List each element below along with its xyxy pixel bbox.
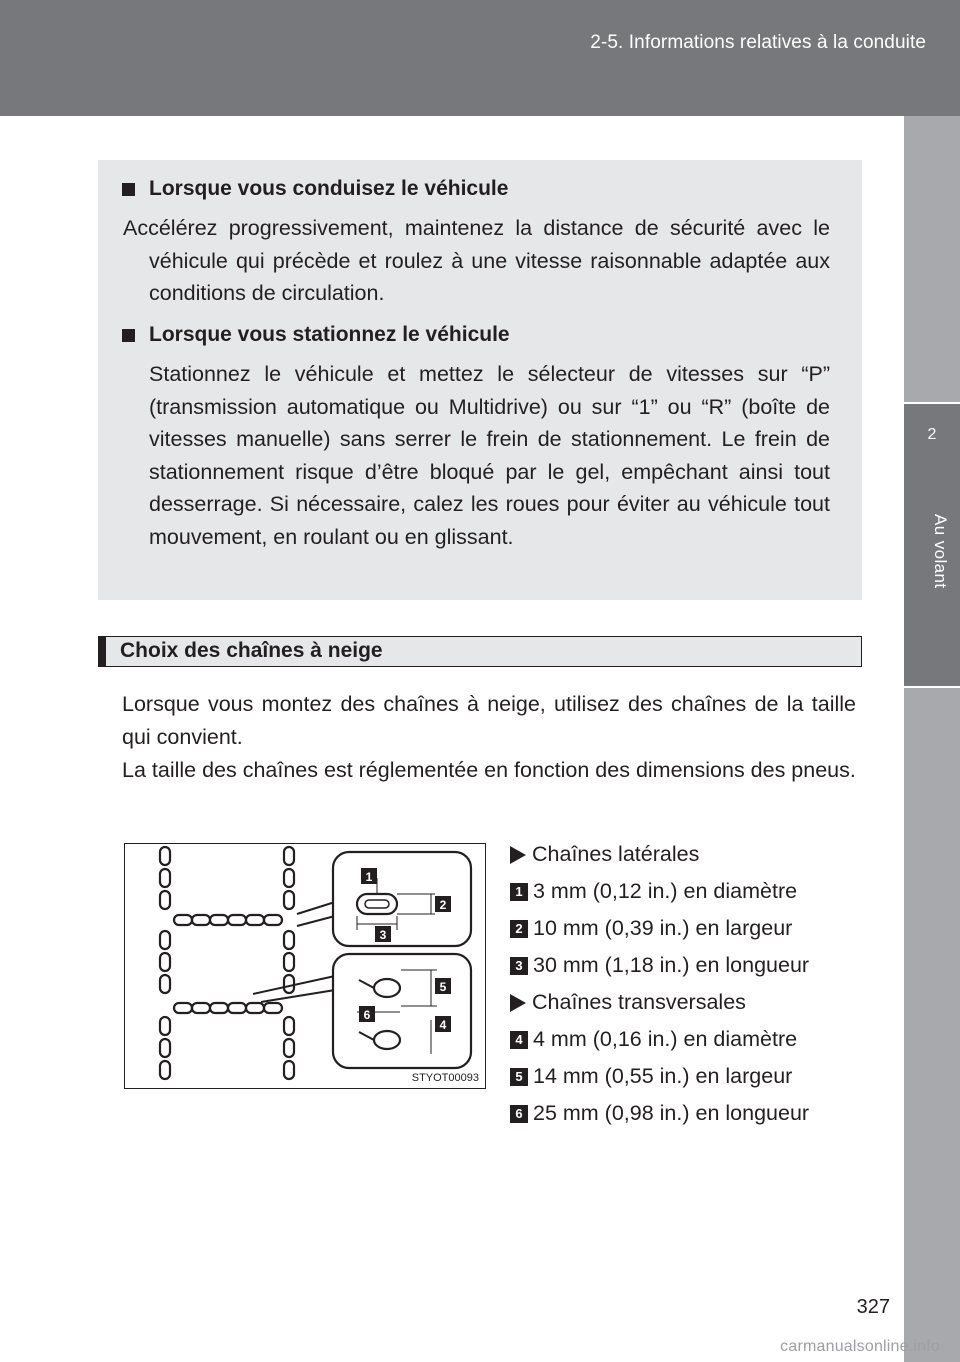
number-badge-icon: 5 (510, 1068, 528, 1086)
spec-group-title (510, 984, 870, 1021)
info-heading-text: Lorsque vous conduisez le véhicule (149, 177, 509, 200)
triangle-arrow-icon (510, 994, 526, 1012)
side-tab-spacer-bottom (904, 688, 960, 1362)
figure-callout: 5 (439, 980, 447, 994)
spec-group-label: Chaînes latérales (532, 842, 700, 866)
spec-group-title (510, 836, 870, 873)
spec-text: 4 mm (0,16 in.) en diamètre (533, 1027, 798, 1051)
number-badge-icon: 3 (510, 957, 528, 975)
spec-item (510, 1095, 870, 1132)
chapter-number: 2 (927, 426, 937, 443)
info-text: Accélérez progressivement, maintenez la distance de sécurité avec le véhicule qui précède et roulez à une vitesse raisonnable adaptée aux conditions de circulation. (123, 216, 830, 306)
section-heading: Choix des chaînes à neige (98, 636, 862, 667)
body-paragraph: La taille des chaînes est réglementée en fonction des dimensions des pneus. (122, 758, 856, 782)
number-badge-icon: 1 (510, 883, 528, 901)
chain-cross-bottom (174, 1003, 282, 1013)
square-bullet-icon (122, 329, 135, 342)
spec-item (510, 910, 870, 947)
spec-text: 10 mm (0,39 in.) en largeur (533, 916, 793, 940)
spec-text: 30 mm (1,18 in.) en longueur (533, 953, 810, 977)
section-title: 2-5. Informations relatives à la conduite (590, 32, 926, 53)
triangle-arrow-icon (510, 846, 526, 864)
info-text: Stationnez le véhicule et mettez le sélecteur de vitesses sur “P” (transmission automatique ou Multidrive) ou sur “1” ou “R” (boîte de vitesses manuelle) sans serrer le frein de stationnement. Le frein de stationnement risque d’être bloqué par le gel, empêchant ainsi tout desserrage. Si nécessaire, calez les roues pour éviter au véhicule tout mouvement, en roulant ou en glissant. (149, 362, 830, 549)
info-box (98, 160, 862, 600)
snow-chain-figure (124, 843, 486, 1089)
info-item-driving (122, 174, 830, 310)
chapter-tab[interactable] (904, 404, 960, 686)
header-band (0, 0, 960, 116)
figure-callout: 3 (379, 928, 387, 942)
page-number: 327 (856, 1296, 890, 1318)
spec-text: 3 mm (0,12 in.) en diamètre (533, 879, 798, 903)
chapter-label: Au volant (931, 514, 950, 589)
info-heading-text: Lorsque vous stationnez le véhicule (149, 323, 510, 346)
watermark: carmanualsonline.info (780, 1338, 940, 1355)
figure-code: STYOT00093 (411, 1072, 479, 1084)
chain-right-column (284, 847, 294, 1079)
spec-group-label: Chaînes transversales (532, 990, 746, 1014)
spec-item (510, 873, 870, 910)
detail-top-panel (297, 852, 471, 946)
info-heading (122, 174, 830, 204)
side-tab-spacer (904, 116, 960, 402)
body-paragraph: Lorsque vous montez des chaînes à neige, utilisez des chaînes de la taille qui convient. (122, 692, 856, 749)
spec-item (510, 1058, 870, 1095)
figure-callout: 6 (363, 1008, 371, 1022)
number-badge-icon: 6 (510, 1105, 528, 1123)
spec-text: 25 mm (0,98 in.) en longueur (533, 1101, 810, 1125)
number-badge-icon: 2 (510, 920, 528, 938)
square-bullet-icon (122, 183, 135, 196)
info-item-parking (122, 320, 830, 554)
snow-chain-illustration (125, 844, 485, 1088)
spec-text: 14 mm (0,55 in.) en largeur (533, 1064, 793, 1088)
spec-item (510, 1021, 870, 1058)
info-heading (122, 320, 830, 350)
number-badge-icon: 4 (510, 1031, 528, 1049)
spec-item (510, 947, 870, 984)
figure-callout: 4 (439, 1018, 447, 1032)
chain-cross-top (174, 915, 282, 925)
chain-left-column (160, 847, 170, 1079)
spec-list (510, 836, 870, 1132)
figure-callout: 1 (365, 870, 373, 884)
figure-callout: 2 (439, 898, 447, 912)
